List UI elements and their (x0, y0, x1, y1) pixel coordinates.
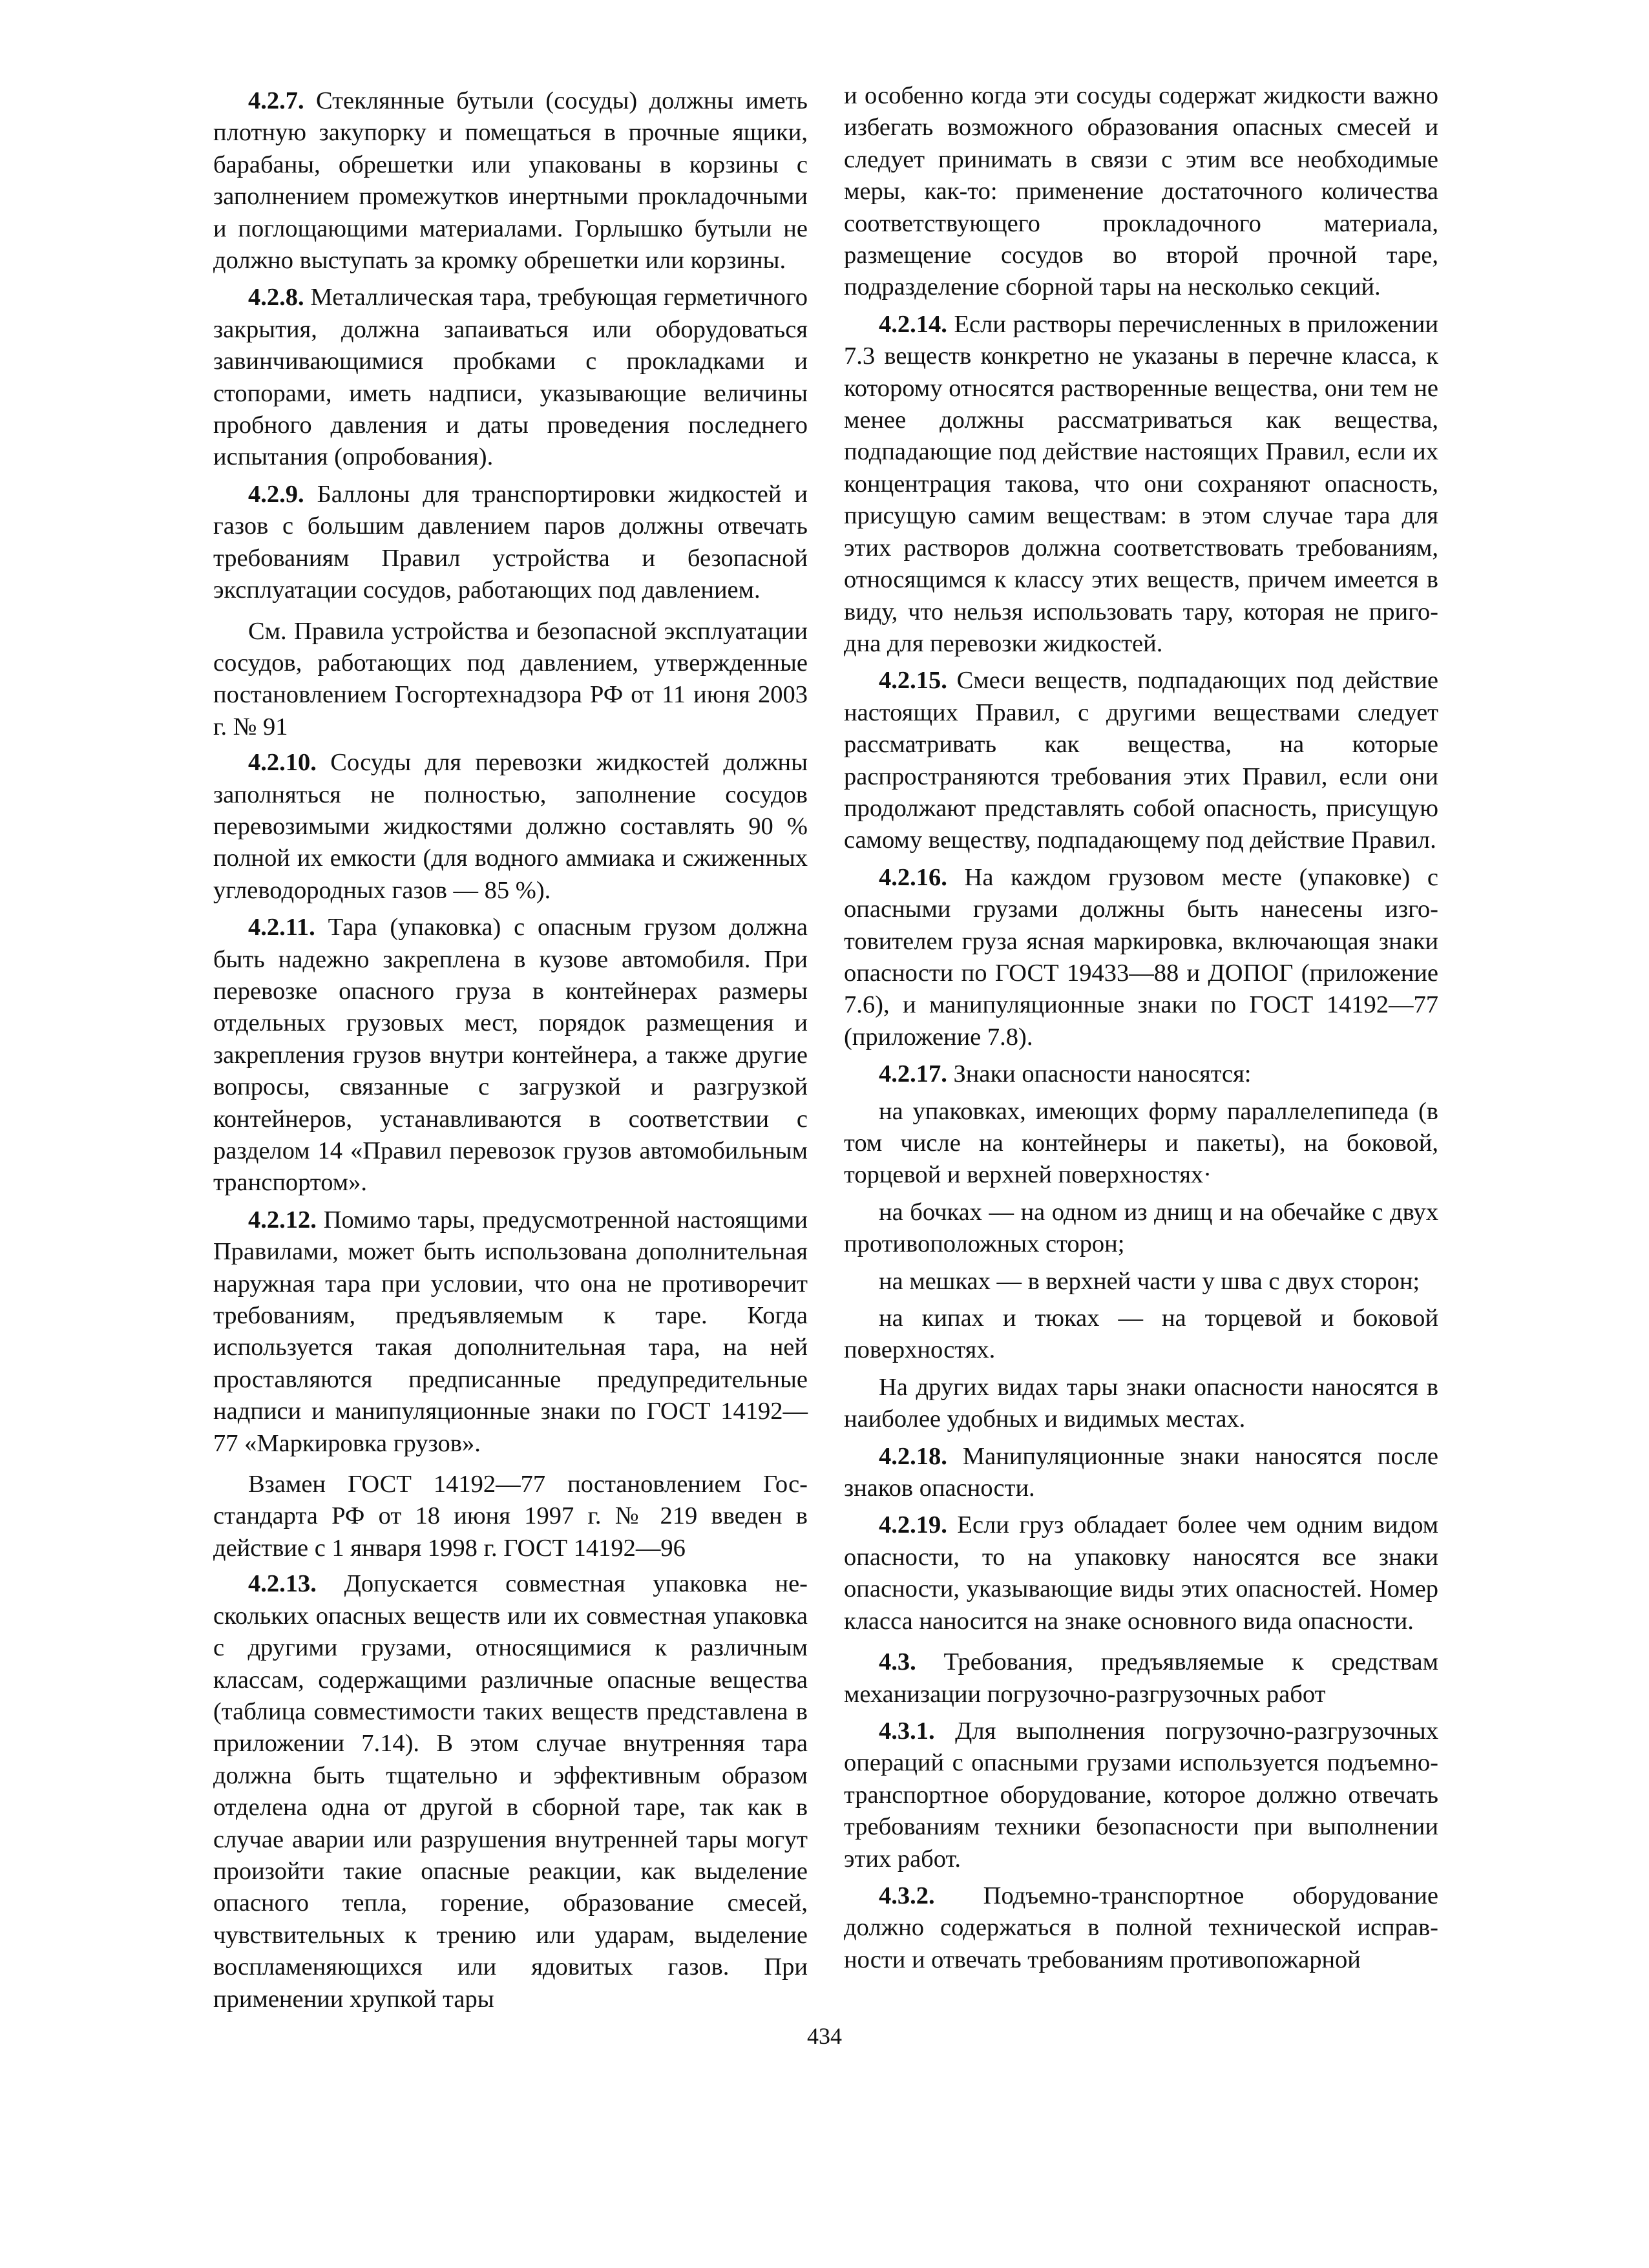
clause-number: 4.2.17. (879, 1060, 947, 1088)
paragraph-text: На каждом грузовом месте (упаковке) с опасными грузами должны быть нанесены изготовителем груза ясная маркировка, включающая знаки опасности по ГОСТ 19433—88 и ДОПОГ (приложение 7.6), и манипуляционные знаки по ГОСТ 14192—77 (приложение 7.8). (844, 863, 1438, 1051)
paragraph-text: Баллоны для транспортировки жидкостей и газов с большим давлением паров должны отвечать требованиям Правил устройства и безопасной эксплуатации сосудов, работающих под давлением. (213, 480, 808, 604)
clause-number: 4.2.9. (248, 480, 304, 508)
paragraph-4-2-18 (844, 1441, 1438, 1505)
list-item-bags (844, 1266, 1438, 1297)
paragraph-continuation (844, 80, 1438, 304)
paragraph-text: на упаковках, имеющих форму параллелепипеда (в том числе на контейнеры и пакеты), на боковой, торцевой и верхней поверхностях· (844, 1097, 1438, 1189)
paragraph-4-2-17 (844, 1058, 1438, 1090)
paragraph-text: Для выполнения погрузочно-разгрузочных операций с опасными грузами используется подъемно-транспортное оборудование, которое должно отвечать требованиям техники безопасности при выполнении этих работ. (844, 1717, 1438, 1873)
paragraph-text: на бочках — на одном из днищ и на обечайке с двух противоположных сторон; (844, 1198, 1438, 1258)
clause-number: 4.2.14. (879, 310, 947, 338)
clause-number: 4.2.12. (248, 1206, 317, 1234)
paragraph-text: Помимо тары, предусмотренной настоящими Правилами, может быть использована дополнительная наружная тара при условии, что она не противоречит требованиям, предъявляемым к таре. Когда используется такая дополнительная тара, на ней проставляются предписанные предупредительные надписи и манипуляционные знаки по ГОСТ 14192—77 «Маркировка грузов». (213, 1206, 808, 1457)
paragraph-text: Если груз обладает более чем одним видом опасности, то на упаковку наносятся все знаки опасности, указывающие виды этих опасностей. Номер класса наносится на знаке основного вида опасности. (844, 1511, 1438, 1635)
paragraph-text: Сосуды для перевозки жидкостей должны заполняться не полностью, заполнение сосудов перевозимыми жидкостями должно составлять 90 % полной их емкости (для водного аммиака и сжиженных углеводородных газов — 85 %). (213, 749, 808, 904)
clause-number: 4.2.19. (879, 1511, 947, 1539)
paragraph-text: На других видах тары знаки опасности наносятся в наиболее удобных и видимых местах. (844, 1373, 1438, 1433)
paragraph-text: Тара (упаковка) с опасным грузом должна быть надежно закреплена в кузове автомобиля. При перевозке опасного груза в контейнерах размеры отдельных грузовых мест, порядок размещения и закрепления грузов внутри контейнера, а также другие вопросы, связанные с загрузкой и разгрузкой контейнеров, устанавливаются в соответствии с разделом 14 «Правил перевозок грузов автомобильным транспортом». (213, 914, 808, 1197)
paragraph-text: Если растворы перечисленных в приложении 7.3 веществ конкретно не указаны в перечне класса, к которому относятся растворенные вещества, они тем не менее должны рассматриваться как вещества, подпадающие под действие настоящих Правил, если их концентрация такова, что они сохраняют опасность, присущую самим веществам: в этом случае тара для этих растворов должна соответствовать требованиям, относящимся к классу этих веществ, причем имеется в виду, что нельзя использовать тару, которая не пригодна для перевозки жидкостей. (844, 310, 1438, 657)
clause-number: 4.2.18. (879, 1442, 947, 1470)
paragraph-4-2-16 (844, 862, 1438, 1053)
clause-number: 4.2.8. (248, 284, 304, 311)
paragraph-text: См. Правила устройства и безопасной эксплуатации сосудов, работающих под давлением, утвержденные постановлением Госгортехнадзора РФ от 11 июня 2003 г. № 91 (213, 617, 808, 740)
paragraph-4-3-1 (844, 1716, 1438, 1875)
left-column (213, 80, 808, 2015)
right-column (844, 80, 1438, 1976)
paragraph-4-2-12 (213, 1204, 808, 1460)
list-item-boxes (844, 1096, 1438, 1192)
clause-number: 4.3.1. (879, 1717, 935, 1745)
paragraph-text: Допускается совместная упаковка нескольких опасных веществ или их совместная упаковка с другими грузами, относящимися к различным классам, содержащими различные опасные вещества (таблица совместимости таких веществ представлена в приложении 7.14). В этом случае внутренняя тара должна быть тщательно и эффективным образом отделена одна от другой в сборной таре, так как в случае аварии или разрушения внутренней тары могут произойти такие опасные реакции, как выделение опасного тепла, горение, образование смесей, чувствительных к трению или ударам, выделение воспламеняющихся или ядовитых газов. При применении хрупкой тары (213, 1570, 808, 2013)
paragraph-text: Стеклянные бутыли (сосуды) должны иметь плотную закупорку и помещаться в прочные ящики, барабаны, обрешетки или упакованы в корзины с заполнением промежутков инертными прокладочными и поглощающими материалами. Горлышко бутыли не должно выступать за кромку обрешетки или корзины. (213, 87, 808, 275)
paragraph-text: на мешках — в верхней части у шва с двух сторон; (879, 1267, 1420, 1295)
paragraph-text: и особенно когда эти сосуды содержат жидкости важно избегать возможного образования опасных смесей и следует принимать в связи с этим все необходимые меры, как-то: применение достаточного количества соответствующего прокладочного материала, размещение сосудов во второй прочной таре, подразделение сборной тары на несколько секций. (844, 82, 1438, 301)
list-item-barrels (844, 1197, 1438, 1261)
clause-number: 4.2.10. (248, 749, 317, 777)
paragraph-4-2-15 (844, 665, 1438, 856)
clause-number: 4.2.7. (248, 87, 304, 114)
clause-number: 4.2.13. (248, 1570, 317, 1598)
paragraph-text: Взамен ГОСТ 14192—77 постановлением Госстандарта РФ от 18 июня 1997 г. № 219 введен в действие с 1 января 1998 г. ГОСТ 14192—96 (213, 1471, 808, 1562)
paragraph-text: Смеси веществ, подпадающих под действие настоящих Правил, с другими веществами следует рассматривать как вещества, на которые распространяются требования этих Правил, если они продолжают представлять собой опасность, присущую самому веществу, подпадающему под действие Правил. (844, 667, 1438, 854)
paragraph-text: Металлическая тара, требующая герметичного закрытия, должна запаиваться или оборудоваться завинчивающимися пробками с прокладками и стопорами, иметь надписи, указывающие величины пробного давления и даты проведения последнего испытания (опробования). (213, 284, 808, 471)
paragraph-text: Манипуляционные знаки наносятся после знаков опасности. (844, 1442, 1438, 1502)
paragraph-4-2-13 (213, 1568, 808, 2015)
paragraph-4-2-9 (213, 479, 808, 607)
editorial-note (213, 616, 808, 744)
paragraph-4-2-7 (213, 85, 808, 277)
paragraph-text: Требования, предъявляемые к средствам механизации погрузочно-разгрузочных работ (844, 1648, 1438, 1708)
paragraph-4-3-2 (844, 1880, 1438, 1976)
section-heading-4-3 (844, 1646, 1438, 1710)
list-item-other (844, 1372, 1438, 1436)
editorial-note (213, 1469, 808, 1564)
paragraph-4-2-19 (844, 1509, 1438, 1637)
paragraph-4-2-14 (844, 309, 1438, 660)
paragraph-text: Знаки опасности наносятся: (947, 1060, 1252, 1088)
list-item-bales (844, 1303, 1438, 1367)
clause-number: 4.3. (879, 1648, 916, 1676)
page-number: 434 (807, 2023, 842, 2049)
clause-number: 4.2.16. (879, 863, 947, 891)
clause-number: 4.2.11. (248, 914, 315, 941)
clause-number: 4.2.15. (879, 667, 947, 695)
paragraph-4-2-11 (213, 912, 808, 1199)
paragraph-4-2-8 (213, 282, 808, 473)
paragraph-text: Подъемно-транспортное оборудование должно содержаться в полной технической исправности и отвечать требованиям противопожарной (844, 1882, 1438, 1973)
paragraph-text: на кипах и тюках — на торцевой и боковой поверхностях. (844, 1305, 1438, 1364)
clause-number: 4.3.2. (879, 1882, 935, 1909)
paragraph-4-2-10 (213, 747, 808, 907)
